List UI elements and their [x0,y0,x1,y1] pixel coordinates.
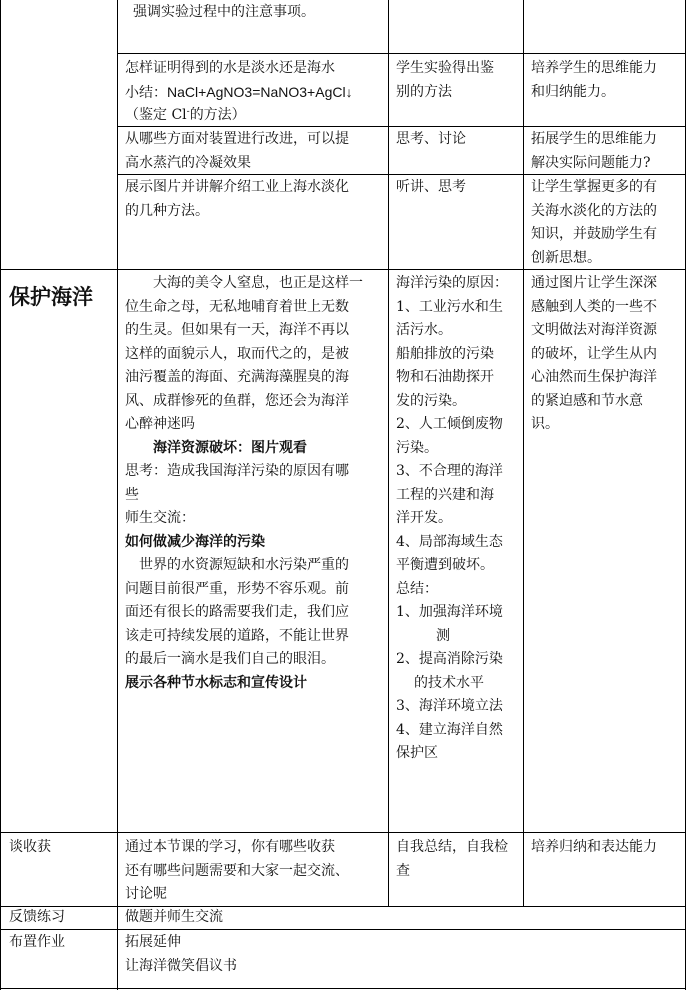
text-line: 培养归纳和表达能力 [531,839,657,855]
row-line-r0-bottom [117,53,685,54]
section-title-homework: 布置作业 [9,934,65,950]
r3-activity [125,176,349,223]
column-divider-3 [523,0,524,906]
table-left-border [0,0,1,990]
r3-student [396,176,466,200]
r6-activity: 做题并师生交流 [125,909,223,925]
text-line: 2、人工倾倒废物 [396,416,503,432]
r1-student [396,57,494,104]
text-line: 平衡遭到破坏。 [396,557,494,573]
text-line: （鉴定 Cl-的方法） [125,107,246,123]
text-line: 培养学生的思维能力 [531,60,657,76]
text-line: 关海水淡化的方法的 [531,202,657,219]
text-line: 海洋污染的原因： [396,275,508,291]
text-line: 让海洋微笑倡议书 [125,957,237,974]
text-line: 通过本节课的学习，你有哪些收获 [125,839,335,855]
text-line: 问题目前很严重，形势不容乐观。前 [125,580,349,597]
text-line: 通过图片让学生深深 [531,275,657,291]
text-line: 物和石油勘探开 [396,369,494,385]
r5-activity [125,836,349,907]
r3-intent [531,176,657,270]
section-title-protect-ocean: 保护海洋 [9,284,93,309]
summary-item-cont: 的技术水平 [414,674,484,691]
column-divider-1 [117,0,118,906]
text-line: 怎样证明得到的水是淡水还是海水 [125,60,335,76]
r1-activity [125,57,353,128]
r2-intent [531,128,657,175]
text-line: 该走可持续发展的道路，不能让世界 [125,627,349,644]
r2-activity [125,128,349,175]
r2-student [396,128,466,152]
text-line: 自我总结，自我检 [396,839,508,855]
text-line: 风、成群惨死的鱼群，您还会为海洋 [125,392,349,409]
table-right-border [685,0,686,990]
r1-intent [531,57,657,104]
text-line: 拓展延伸 [125,934,181,950]
table-bottom-border [0,988,686,989]
text-line: 1、工业污水和生 [396,298,503,315]
text-line: 强调实验过程中的注意事项。 [133,4,315,20]
summary-item: 4、建立海洋自然 [396,721,503,738]
section-title-gains: 谈收获 [9,839,51,855]
text-line: 高水蒸汽的冷凝效果 [125,154,251,171]
text-line: 大海的美令人窒息，也正是这样一 [153,275,363,291]
summary-item-cont: 测 [436,627,450,644]
summary-item: 2、提高消除污染 [396,651,503,667]
summary-item: 3、海洋环境立法 [396,698,503,714]
text-line: 洋开发。 [396,510,452,526]
text-line: 听讲、思考 [396,179,466,195]
text-line: 工程的兴建和海 [396,486,494,503]
text-line: 思考、讨论 [396,131,466,147]
formula-line [125,81,353,105]
text-line: 的生灵。但如果有一天，海洋不再以 [125,322,349,338]
subheading-reduce-pollution: 如何做减少海洋的污染 [125,533,265,550]
r4-intent [531,272,657,437]
text-line: 创新思想。 [531,249,601,266]
text-line: 识。 [531,416,559,432]
text-line: 些 [125,486,139,503]
text-line: 讨论呢 [125,886,167,902]
formula-prefix: 小结： [125,84,167,101]
text-line: 保护区 [396,745,438,761]
text-line: 展示图片并讲解介绍工业上海水淡化 [125,179,349,195]
column-divider-1b [117,906,118,990]
text-line: 学生实验得出鉴 [396,60,494,76]
text-line: 心油然而生保护海洋 [531,369,657,385]
text-line: 这样的面貌示人，取而代之的，是被 [125,345,349,362]
text-line: 4、局部海域生态 [396,533,503,550]
r5-intent [531,836,657,860]
text-line: 文明做法对海洋资源 [531,322,657,338]
text-line: 油污覆盖的海面、充满海藻腥臭的海 [125,369,349,385]
text-line: 查 [396,862,410,879]
text-line: 心醉神迷吗 [125,416,195,432]
summary-title: 总结： [396,580,438,597]
text-line: 感触到人类的一些不 [531,298,657,315]
chemical-equation: NaCl+AgNO3=NaNO3+AgCl↓ [167,83,353,100]
text-line: 位生命之母，无私地哺育着世上无数 [125,298,349,315]
text-line: 和归纳能力。 [531,83,615,100]
text-line: 知识，并鼓励学生有 [531,226,657,242]
text-line: 拓展学生的思维能力 [531,131,657,147]
section-title-feedback: 反馈练习 [9,909,65,925]
text-line: 发的污染。 [396,392,466,409]
text-line: 从哪些方面对装置进行改进，可以提 [125,131,349,147]
row-line-r4-bottom [0,832,686,833]
subheading-resource-damage: 海洋资源破坏：图片观看 [153,439,307,456]
text-line: 污染。 [396,439,438,456]
text-line: 解决实际问题能力? [531,154,651,171]
r5-student [396,836,508,883]
text-line: 让学生掌握更多的有 [531,179,657,195]
text-line: 师生交流： [125,510,195,526]
text-line: 活污水。 [396,322,452,338]
superscript-charge: - [186,107,190,117]
text-line: 船舶排放的污染 [396,345,494,362]
text-line: 还有哪些问题需要和大家一起交流、 [125,862,349,879]
r7-activity [125,931,237,978]
r4-student [396,272,508,766]
text-line: 的破坏，让学生从内 [531,345,657,362]
summary-item: 1、加强海洋环境 [396,604,503,620]
text-line: 世界的水资源短缺和水污染严重的 [139,557,349,573]
text-line: 的几种方法。 [125,202,209,219]
r4-activity [125,272,363,695]
text-line: 的紧迫感和节水意 [531,392,643,409]
text-line: 面还有很长的路需要我们走，我们应 [125,604,349,620]
text-line: 别的方法 [396,83,452,100]
row-line-r6-bottom [0,929,686,930]
r0-activity [133,1,315,25]
column-divider-2 [388,0,389,906]
text-line: 3、不合理的海洋 [396,463,503,479]
text-line: 的最后一滴水是我们自己的眼泪。 [125,651,335,667]
subheading-water-saving-logos: 展示各种节水标志和宣传设计 [125,674,307,691]
text-line: 思考：造成我国海洋污染的原因有哪 [125,463,349,479]
